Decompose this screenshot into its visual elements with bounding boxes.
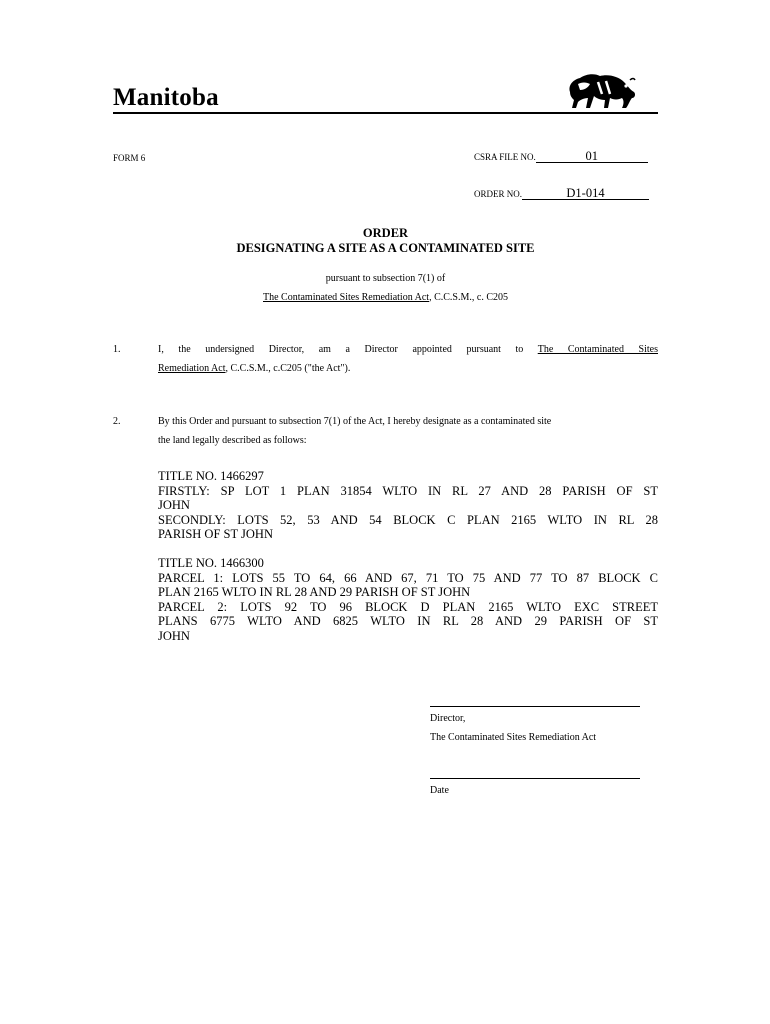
paragraph-1-act-ref: The Contaminated Sites: [537, 344, 658, 355]
order-subheading: DESIGNATING A SITE AS A CONTAMINATED SITE: [236, 241, 535, 255]
paragraph-2: [158, 412, 658, 450]
paragraph-2-line-2: the land legally described as follows:: [158, 435, 307, 446]
date-signature-line: [430, 778, 640, 779]
date-label: Date: [430, 785, 449, 796]
director-act-label: The Contaminated Sites Remediation Act: [430, 732, 597, 743]
act-name: The Contaminated Sites Remediation Act: [263, 292, 430, 303]
paragraph-1: [158, 340, 658, 378]
paragraph-2-line-1: By this Order and pursuant to subsection 7(1) of the Act, I hereby designate as a contaminated site: [158, 416, 552, 427]
legal-line: PARCEL 2: LOTS 92 TO 96 BLOCK D PLAN 2165 WLTO EXC STREET: [158, 599, 658, 614]
legal-line: JOHN: [158, 498, 190, 512]
paragraph-1-text: I, the undersigned Director, am a Director appointed pursuant to: [158, 344, 538, 355]
legal-line: JOHN: [158, 628, 190, 643]
act-citation: , C.C.S.M., c. C205: [429, 292, 508, 303]
legal-line: SECONDLY: LOTS 52, 53 AND 54 BLOCK C PLAN 2165 WLTO IN RL 28: [158, 512, 658, 527]
csra-file-value: 01: [536, 150, 648, 163]
csra-file-label: CSRA FILE NO.: [474, 152, 536, 162]
legal-line: PARCEL 1: LOTS 55 TO 64, 66 AND 67, 71 TO 75 AND 77 TO 87 BLOCK C: [158, 570, 658, 585]
order-no-field: [474, 187, 649, 200]
director-label: Director,: [430, 713, 466, 724]
pursuant-line: pursuant to subsection 7(1) of: [325, 273, 446, 284]
legal-line: FIRSTLY: SP LOT 1 PLAN 31854 WLTO IN RL 27 AND 28 PARISH OF ST: [158, 483, 658, 498]
legal-line: PARISH OF ST JOHN: [158, 527, 273, 541]
paragraph-1-text-end: , C.C.S.M., c.C205 ("the Act").: [225, 363, 351, 374]
paragraph-1-act-ref-cont: Remediation Act: [158, 363, 226, 374]
csra-file-field: [474, 150, 648, 163]
brand-title: Manitoba: [113, 84, 219, 111]
order-no-value: D1-014: [522, 187, 649, 200]
header-rule: [113, 112, 658, 114]
legal-description-title-2: [158, 556, 658, 643]
legal-line: TITLE NO. 1466300: [158, 556, 264, 570]
paragraph-2-number: 2.: [113, 416, 121, 427]
legal-line: TITLE NO. 1466297: [158, 469, 264, 483]
paragraph-1-number: 1.: [113, 344, 121, 355]
paragraph-1-line-1: [158, 340, 658, 359]
act-citation-line: [113, 292, 658, 303]
bison-logo-icon: [564, 70, 638, 110]
legal-description-title-1: [158, 469, 658, 542]
order-heading: ORDER: [362, 226, 409, 240]
order-no-label: ORDER NO.: [474, 189, 523, 199]
paragraph-1-line-2: [158, 359, 658, 378]
form-label: FORM 6: [113, 153, 146, 163]
legal-line: PLANS 6775 WLTO AND 6825 WLTO IN RL 28 AND 29 PARISH OF ST: [158, 614, 658, 628]
director-signature-line: [430, 706, 640, 707]
legal-line: PLAN 2165 WLTO IN RL 28 AND 29 PARISH OF ST JOHN: [158, 585, 471, 599]
